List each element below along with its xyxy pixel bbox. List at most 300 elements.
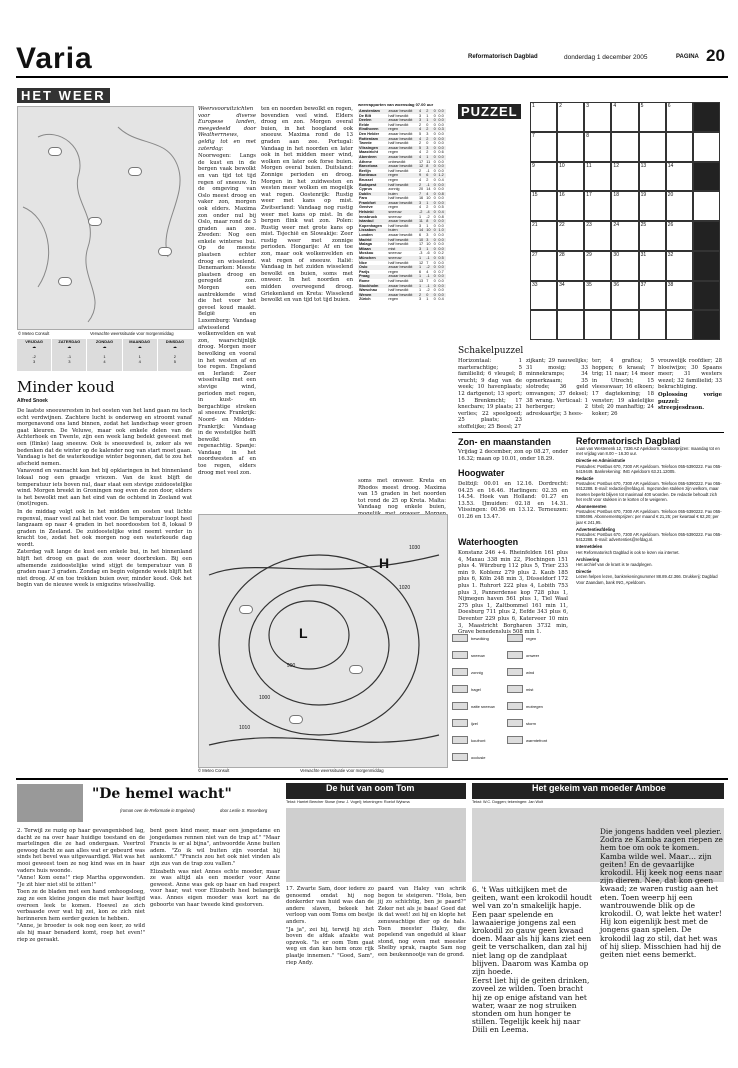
- legend-item: [452, 685, 507, 693]
- crossword-number: 2: [559, 103, 562, 109]
- europe-forecast-col-2: [261, 106, 353, 508]
- table-cell: 0.0: [438, 164, 444, 169]
- crossword-cell[interactable]: [639, 310, 666, 340]
- legend-label: mist: [526, 686, 534, 692]
- table-cell: Lissabon: [359, 228, 376, 233]
- table-cell: 0.0: [438, 283, 444, 288]
- table-cell: buien: [388, 228, 398, 233]
- crossword-cell[interactable]: [611, 281, 638, 311]
- forecast-day-name: DINSDAG: [165, 339, 185, 344]
- table-cell: 3: [418, 297, 422, 302]
- forecast-max: 4: [138, 359, 141, 364]
- table-cell: -4: [426, 210, 430, 215]
- crossword-cell[interactable]: [666, 310, 693, 340]
- table-cell: 0: [433, 274, 436, 279]
- crossword-number: 28: [559, 251, 565, 258]
- crossword-cell[interactable]: [584, 251, 611, 281]
- forecast-day-name: VRIJDAG: [25, 339, 43, 344]
- crossword-cell[interactable]: [639, 281, 666, 311]
- map-credit-left: © Meteo Consult: [18, 331, 50, 336]
- forecast-strip: [17, 339, 192, 371]
- legend-item: [452, 736, 507, 744]
- table-cell: Wenen: [359, 292, 372, 297]
- table-cell: -1: [426, 274, 430, 279]
- table-cell: 1: [418, 265, 422, 270]
- table-cell: 0.0: [438, 168, 444, 173]
- crossword-cell[interactable]: [666, 251, 693, 281]
- table-cell: Moskou: [359, 251, 374, 256]
- table-cell: 0: [433, 159, 436, 164]
- table-cell: 0.0: [438, 260, 444, 265]
- table-cell: 0.0: [438, 182, 444, 187]
- table-cell: 0: [433, 269, 436, 274]
- table-cell: 0.0: [438, 278, 444, 283]
- crossword-cell[interactable]: [584, 132, 611, 162]
- crossword-cell[interactable]: [557, 102, 584, 132]
- puzzle-clues-b: [526, 358, 588, 428]
- comic-panel: [286, 808, 466, 882]
- table-cell: Aberdeen: [359, 154, 377, 159]
- table-cell: Brussel: [359, 177, 373, 182]
- legend-label: motregen: [526, 703, 543, 709]
- table-cell: 0.6: [438, 150, 444, 155]
- table-cell: zwaar bewolkt: [388, 200, 413, 205]
- table-cell: 4: [426, 191, 429, 196]
- crossword-number: 4: [613, 103, 617, 109]
- serial-mid-col-1: [286, 886, 374, 1062]
- serial-left-illustration: [17, 784, 83, 822]
- table-cell: 3: [426, 237, 429, 242]
- table-cell: 10: [418, 237, 424, 242]
- legend-item: [452, 753, 507, 761]
- legend-label: koufront: [471, 737, 486, 743]
- forecast-day-name: ZONDAG: [95, 339, 114, 344]
- table-cell: 14: [418, 228, 424, 233]
- crossword-cell[interactable]: [666, 162, 693, 192]
- table-cell: Rotterdam: [359, 136, 378, 141]
- crossword-number: 8: [586, 132, 590, 139]
- isobar-credit-left: © Meteo Consult: [198, 768, 230, 773]
- forecast-day: [52, 339, 86, 371]
- table-cell: 0.0: [438, 122, 444, 127]
- table-cell: 0.0: [438, 145, 444, 150]
- table-cell: 0: [433, 214, 436, 219]
- serial-mid-title: De hut van oom Tom: [326, 783, 415, 793]
- table-cell: 2: [426, 109, 429, 113]
- legend-label: zonnig: [471, 669, 483, 675]
- table-cell: regen: [388, 127, 399, 132]
- crossword-cell[interactable]: [611, 162, 638, 192]
- page-number: 20: [706, 46, 725, 65]
- table-cell: 5: [418, 145, 422, 150]
- crossword-number: 6: [667, 103, 671, 109]
- table-cell: 0: [433, 219, 436, 224]
- legend-label: storm: [526, 720, 536, 726]
- table-cell: -6: [426, 251, 430, 256]
- forecast-min: 1: [138, 354, 141, 359]
- water-levels-title: Waterhoogten: [458, 537, 519, 547]
- paragraph: In de middag volgt ook in het midden en oosten wat lichte regenval, maar veel zal het niet voor. De temperatuur loopt heel langzaam op naar 4 graden in het noordoosten tot 8, lokaal 9 graden in Zeeland. De zuidoostelijke wind neemt verder in kracht toe, zodat het ook morgen nog een waterkoude dag wordt.: [17, 508, 192, 548]
- table-cell: 2: [418, 168, 422, 173]
- table-cell: 0: [433, 118, 436, 123]
- table-cell: 0.5: [438, 256, 444, 260]
- table-cell: 0: [433, 237, 436, 242]
- table-cell: Barcelona: [359, 164, 378, 169]
- table-cell: 0.0: [438, 242, 444, 247]
- legend-item: [507, 685, 562, 693]
- table-cell: Budapest: [359, 182, 377, 187]
- table-cell: 0: [433, 168, 436, 173]
- crossword-cell[interactable]: [639, 102, 666, 132]
- forecast-day: [87, 339, 121, 371]
- table-cell: zwaar bewolkt: [388, 265, 413, 270]
- table-cell: Praag: [359, 274, 370, 279]
- crossword-cell[interactable]: [557, 132, 584, 162]
- table-cell: 4: [418, 205, 422, 210]
- paragraph: "Anne! Kom eens!" riep Martha opgewonden. "Je zit hier niet stil te zitten!": [17, 875, 145, 888]
- table-cell: -1: [426, 168, 430, 173]
- serial-left-author: door Leslie S. Rosenberg: [220, 808, 268, 813]
- table-cell: 13: [418, 278, 424, 283]
- crossword-cell[interactable]: [584, 221, 611, 251]
- table-cell: 1: [426, 223, 429, 228]
- serial-mid-banner: [286, 783, 466, 799]
- puzzle-subtitle: Schakelpuzzel: [458, 346, 524, 356]
- crossword-cell[interactable]: [530, 281, 557, 311]
- crossword-number: 19: [640, 192, 647, 199]
- section-rule: [452, 432, 724, 433]
- isobar-label: 1030: [409, 545, 421, 551]
- table-cell: 17: [418, 242, 424, 247]
- high-water-title: Hoogwater: [458, 468, 505, 478]
- colophon-heading: Archivering: [576, 556, 600, 562]
- table-cell: 1: [426, 297, 429, 302]
- table-cell: 11: [418, 219, 423, 224]
- crossword-number: 21: [532, 222, 538, 228]
- intro-text: Weersvooruitzichten voor diverse Europese landen, meegedeeld door Weatherrnews, geldig tot en met zaterdag:: [198, 106, 256, 152]
- table-cell: buien: [388, 191, 398, 196]
- crossword-cell[interactable]: [557, 191, 584, 221]
- puzzle-solution: Oplossing vorige puzzel: streepjesdraon.: [658, 391, 722, 412]
- crossword-cell[interactable]: [666, 102, 693, 132]
- isobar-label: 990: [287, 663, 296, 669]
- crossword-number: 16: [559, 192, 565, 199]
- table-cell: 2: [426, 205, 429, 210]
- puzzle-clues-d: [658, 358, 722, 428]
- table-cell: 0.0: [438, 118, 444, 123]
- legend-label: bewolking: [471, 635, 489, 641]
- colophon-text: Postadres: Postbus 670, 7300 AR Apeldoorn. Telefoon 055-5390222. Fax 055-5419449. Bankrekening: ING Apeldoorn 63.21.12005.: [576, 463, 722, 474]
- table-cell: 0: [433, 200, 436, 205]
- table-cell: 7: [426, 260, 429, 265]
- table-cell: 0: [433, 136, 436, 141]
- crossword-cell[interactable]: [693, 221, 720, 251]
- table-cell: Rome: [359, 278, 370, 283]
- table-cell: 1: [426, 118, 429, 123]
- table-cell: Helsinki: [359, 210, 374, 215]
- serial-right-col-2: [600, 828, 724, 1062]
- forecast-max: 4: [103, 359, 106, 364]
- table-cell: 4: [418, 154, 422, 159]
- crossword-cell[interactable]: [611, 191, 638, 221]
- forecast-day-name: ZATERDAG: [58, 339, 81, 344]
- table-cell: -2: [418, 210, 423, 215]
- table-cell: 0.0: [438, 200, 444, 205]
- crossword-number: 5: [640, 103, 644, 109]
- table-cell: 3: [418, 118, 422, 123]
- table-cell: half bewolkt: [388, 260, 409, 265]
- table-cell: 1: [426, 200, 429, 205]
- crossword-cell[interactable]: [693, 162, 720, 192]
- legend-item: [452, 651, 507, 659]
- crossword-cell[interactable]: [584, 310, 611, 340]
- table-cell: sneeuw: [388, 256, 402, 260]
- crossword-number: 3: [586, 103, 590, 109]
- table-cell: -2: [426, 288, 430, 293]
- water-levels-text: Konstanz 246 +4. Rheinfelden 161 plus 4, Maxau 338 min 22, Plochingen 151 plus 4. Würzburg 112 plus 5, Trier 233 min 9. Koblenz 279 plus 2. Kaub 185 plus 6, Köln 248 min 3, Düsseldorf 172 plus 1. Ruhrort 222 plus 4, Lobith 753 plus 3, Pannerdense kop 728 plus 1, Nijmegen haven 561 plus 1, Tiel Waal 275 plus 1, Zaltbommel 161 min 11, Doesburg 711 plus 2, Eefde 343 plus 6, Deventer 229 plus 6, Katerveer 10 min 3, Maastricht Borgharen 3732 min, Grave benedensluis 508 min 1.: [458, 550, 568, 636]
- table-cell: Oslo: [359, 265, 368, 270]
- table-cell: 0: [433, 256, 436, 260]
- table-cell: 0: [433, 182, 436, 187]
- forecast-min: 1: [103, 354, 106, 359]
- crossword-cell[interactable]: [557, 162, 584, 192]
- crossword-cell[interactable]: [666, 191, 693, 221]
- table-cell: 0.8: [438, 214, 444, 219]
- table-cell: regen: [388, 150, 399, 155]
- colophon-text: Postadres: Postbus 670, 7300 AR Apeldoorn. Telefoon 055-5390222. Fax 055-5412288. E-mail: redactie@refdag.nl. Ingezonden stukken zijn welkom, maar moeten beperkt blijven tot maximaal 400 woorden. De redactie behoudt zich het recht voor stukken in te korten of te weigeren.: [576, 481, 722, 502]
- table-cell: 0.0: [438, 265, 444, 270]
- table-cell: 0: [433, 292, 436, 297]
- table-cell: half bewolkt: [388, 237, 409, 242]
- table-cell: 4: [426, 269, 429, 274]
- table-cell: 10: [426, 196, 431, 201]
- table-cell: 3: [426, 145, 429, 150]
- weather-headline: Minder koud: [17, 378, 115, 396]
- crossword-number: 11: [586, 162, 592, 169]
- table-cell: 4: [418, 109, 422, 113]
- table-cell: 0.2: [438, 251, 444, 256]
- forecast-min: -1: [67, 354, 72, 359]
- crossword-cell[interactable]: [530, 310, 557, 340]
- table-cell: 7: [418, 191, 422, 196]
- table-cell: zwaar bewolkt: [388, 233, 413, 238]
- map-caption-right: Verwachte weerssituatie voor morgenmiddag: [90, 331, 174, 336]
- table-cell: Maastricht: [359, 150, 378, 155]
- sun-moon-title: Zon- en maanstanden: [458, 437, 552, 447]
- table-cell: Parijs: [359, 269, 370, 274]
- crossword-number: 37: [640, 281, 647, 288]
- table-cell: 0.7: [438, 269, 444, 274]
- crossword-cell[interactable]: [530, 191, 557, 221]
- clue-text: ter; 4 grafica; 5 hoppen; 6 kraeal; 7 trig; 11 naar; 14 meer in Utrecht; 15 vleesswaar; 16 elkoen; 17 dagtekening; 18 venster; 19 akelelijke titel; 20 manhaftig; 24 koker; 26: [592, 358, 654, 417]
- table-cell: 0.0: [438, 113, 444, 118]
- table-cell: Istanbul: [359, 219, 374, 224]
- colophon-heading: Directie: [576, 569, 592, 575]
- table-cell: 0: [433, 131, 436, 136]
- table-cell: regen: [388, 205, 399, 210]
- crossword-cell[interactable]: [584, 102, 611, 132]
- crossword-cell[interactable]: [584, 191, 611, 221]
- table-cell: 20: [418, 187, 424, 192]
- crossword-number: 33: [532, 281, 538, 288]
- crossword-cell[interactable]: [557, 251, 584, 281]
- table-cell: 0: [433, 283, 436, 288]
- crossword-cell[interactable]: [693, 102, 720, 132]
- serial-left-subtitle: (roman over de Reformatie in Engeland): [120, 808, 195, 813]
- crossword-cell[interactable]: [611, 221, 638, 251]
- table-cell: half bewolkt: [388, 278, 409, 283]
- table-cell: 1: [418, 288, 422, 293]
- crossword-number: 9: [532, 162, 535, 169]
- crossword-cell[interactable]: [530, 102, 557, 132]
- crossword-cell[interactable]: [693, 310, 720, 340]
- table-cell: zonnig: [388, 187, 400, 192]
- crossword-cell[interactable]: [639, 191, 666, 221]
- crossword-cell[interactable]: [557, 310, 584, 340]
- crossword-number: 12: [613, 162, 619, 169]
- paper-name: Reformatorisch Dagblad: [468, 54, 538, 60]
- forecast-min: 2: [173, 354, 177, 359]
- table-cell: 0: [433, 246, 436, 251]
- crossword-cell[interactable]: [530, 251, 557, 281]
- table-cell: 0.0: [438, 109, 444, 113]
- table-cell: regen: [388, 269, 399, 274]
- paragraph: Noorwegen: Langs de kust en in de bergen vaak bewolkt en van tijd tot tijd regen of sneeuw. In de omgeving van Oslo meest droog en vaker zon, morgen ook elders. Maxima zon onder nul bij Oslo, maar rond de 3 graden aan zee. Zweden: Nog een enkele winterse bui. Op de meeste plaatsen echter droog en wisselend. Denemarken: Meeste plaatsen droog en geregeld zon. Morgen een aantrekkende wind die het voor het gevoel koud maakt. België en Luxemburg: Vandaag afwisselend wolkenvelden en wat zon, waarschijnlijk droog. Morgen meer bewolking en vooral in het westen af en toe regen. Engeland en Ierland: Zeer wisselvallig met een stevige wind, perioden met regen, in kust- en bergachtige streken al sneeuw. Frankrijk: Noord- en Midden-Frankrijk: Vandaag in de westelijke helft bewolkt en regenachtig. Spanje: Vandaag in het noordwesten af en toe regen, elders droog met veel zon.: [198, 153, 256, 476]
- table-cell: 3: [418, 223, 422, 228]
- crossword-cell[interactable]: [693, 191, 720, 221]
- crossword-cell[interactable]: [639, 162, 666, 192]
- crossword-cell[interactable]: [693, 132, 720, 162]
- paragraph: "Anne, je broeder is ook nog een keer, zo wild als hij maar benaderd komt, roep het even!" riep ze geraakt.: [17, 923, 145, 943]
- table-cell: 0.0: [438, 223, 444, 228]
- crossword-cell[interactable]: [530, 132, 557, 162]
- cloud-icon: ☁: [102, 344, 107, 349]
- crossword-cell[interactable]: [557, 221, 584, 251]
- crossword-cell[interactable]: [639, 251, 666, 281]
- table-cell: 1: [418, 283, 422, 288]
- weather-article: [17, 408, 192, 773]
- section-title: Varia: [16, 42, 93, 75]
- legend-label: occlusie: [471, 754, 486, 760]
- crossword-number: 15: [532, 192, 538, 199]
- header-rule: [16, 76, 728, 78]
- table-cell: zwaar bewolkt: [388, 283, 413, 288]
- colophon-heading: Redactie: [576, 476, 594, 482]
- crossword-cell[interactable]: [584, 281, 611, 311]
- crossword-number: 7: [532, 132, 535, 139]
- paragraph: bent geen kind meer, maar een jongedame en jongedames rennen niet van de trap af." "Maar Francis is er al bijna", antwoordde Anne buiten adem. "Zo ik wil buiten zijn voordat hij aankomt." "Francis zou het ook niet vinden als zijn zus van de trap zou vallen.": [150, 828, 280, 867]
- crossword-cell[interactable]: [611, 102, 638, 132]
- table-cell: Madrid: [359, 237, 372, 242]
- table-cell: half bewolkt: [388, 168, 409, 173]
- table-cell: Warschau: [359, 288, 378, 293]
- table-row: [358, 297, 446, 302]
- europe-map-svg: [18, 107, 193, 329]
- table-cell: 0: [433, 187, 436, 192]
- paragraph: Toen ze de bladen met een hand omhoogsloeg, zag ze een kleine jongen die met haar leeftijd overeen leek te komen. Hoewel ze zich verbaasde over wat hij zei, kon ze zich niet herinneren hem eerder gezien te hebben.: [17, 889, 145, 922]
- crossword-cell[interactable]: [584, 162, 611, 192]
- table-cell: 0: [433, 196, 436, 201]
- table-cell: 2: [426, 177, 429, 182]
- high-pressure-label: H: [379, 555, 390, 571]
- table-cell: Deelen: [359, 118, 372, 123]
- table-cell: 0.0: [438, 136, 444, 141]
- crossword-cell[interactable]: [530, 221, 557, 251]
- crossword-number: 36: [613, 281, 619, 288]
- table-cell: 11: [426, 159, 431, 164]
- table-cell: zwaar bewolkt: [388, 136, 413, 141]
- crossword-cell[interactable]: [611, 132, 638, 162]
- crossword-number: 10: [559, 162, 565, 169]
- table-cell: 2: [418, 182, 422, 187]
- legend-item: [452, 702, 507, 710]
- table-cell: 4: [418, 150, 422, 155]
- legend-item: [507, 736, 562, 744]
- crossword-cell[interactable]: [693, 281, 720, 311]
- table-cell: half bewolkt: [388, 113, 409, 118]
- crossword-cell[interactable]: [693, 251, 720, 281]
- page-header: [16, 42, 726, 76]
- crossword-cell[interactable]: [639, 132, 666, 162]
- bottom-section-rule: [16, 778, 728, 780]
- table-cell: 10: [426, 242, 431, 247]
- serial-left-col-2: [150, 828, 280, 1062]
- crossword-cell[interactable]: [666, 281, 693, 311]
- crossword-cell[interactable]: [557, 281, 584, 311]
- europe-forecast-col-1: [198, 106, 256, 508]
- table-cell: Londen: [359, 233, 373, 238]
- legend-item: [507, 668, 562, 676]
- crossword-number: 1: [532, 103, 535, 109]
- table-cell: -1: [426, 283, 430, 288]
- table-cell: half bewolkt: [388, 288, 409, 293]
- table-cell: 3: [418, 246, 422, 251]
- table-cell: 0: [433, 223, 436, 228]
- table-cell: 0.0: [438, 154, 444, 159]
- table-cell: Cyprus: [359, 187, 373, 192]
- table-cell: 0: [433, 164, 436, 169]
- table-cell: 0.0: [438, 237, 444, 242]
- crossword-cell[interactable]: [639, 221, 666, 251]
- table-cell: 0: [433, 297, 436, 302]
- paragraph: Zaterdag valt lange de kust een enkele bui, in het binnenland blijft het droog en gaat de zon weer doorbreken. Bij een afnemende zuidoostelijke wind stijgt de temperatuur van 8 graden naar 3 graden. Zondag en begin volgende week blijft het niet droog. Af en toe trekken buien over, minder koud. Ook het begin van de nieuwe week is enigszins wisselvallig.: [17, 549, 192, 589]
- crossword-cell[interactable]: [530, 162, 557, 192]
- legend-label: wind: [526, 669, 535, 675]
- crossword-cell[interactable]: [666, 221, 693, 251]
- table-cell: 16: [418, 196, 424, 201]
- paragraph: Elizabeth was niet Annes echte moeder, maar ze was altijd als een moeder voor Anne geweest. Anne was gek op haar en had respect voor haar, wat voor Elizabeth heel belangrijk was. Annes eigen moeder was kort na de geboorte van haar tweede kind gestorven.: [150, 868, 280, 908]
- crossword-cell[interactable]: [611, 251, 638, 281]
- isobar-label: 1000: [259, 695, 271, 701]
- table-cell: Vlissingen: [359, 145, 378, 150]
- crossword-number: 30: [613, 251, 619, 258]
- table-cell: Eindhoven: [359, 127, 379, 132]
- table-cell: zwaar bewolkt: [388, 274, 413, 279]
- table-cell: Frankfort: [359, 200, 376, 205]
- table-cell: 1: [418, 274, 422, 279]
- table-cell: half bewolkt: [388, 182, 409, 187]
- table-cell: Athene: [359, 159, 372, 164]
- table-cell: 0: [433, 141, 436, 146]
- table-cell: 0: [433, 154, 436, 159]
- legend-item: [452, 719, 507, 727]
- crossword-cell[interactable]: [666, 132, 693, 162]
- crossword-number: 24: [613, 222, 619, 228]
- forecast-day: [17, 339, 51, 371]
- crossword-cell[interactable]: [611, 310, 638, 340]
- weather-brand: HET WEER: [17, 88, 110, 103]
- clue-text: vrouwelijk roofdier; 28 bloeiwijze; 30 Spaans meer; 31 westers wezel; 32 familielid; 33 bekrachtiging.: [658, 358, 722, 391]
